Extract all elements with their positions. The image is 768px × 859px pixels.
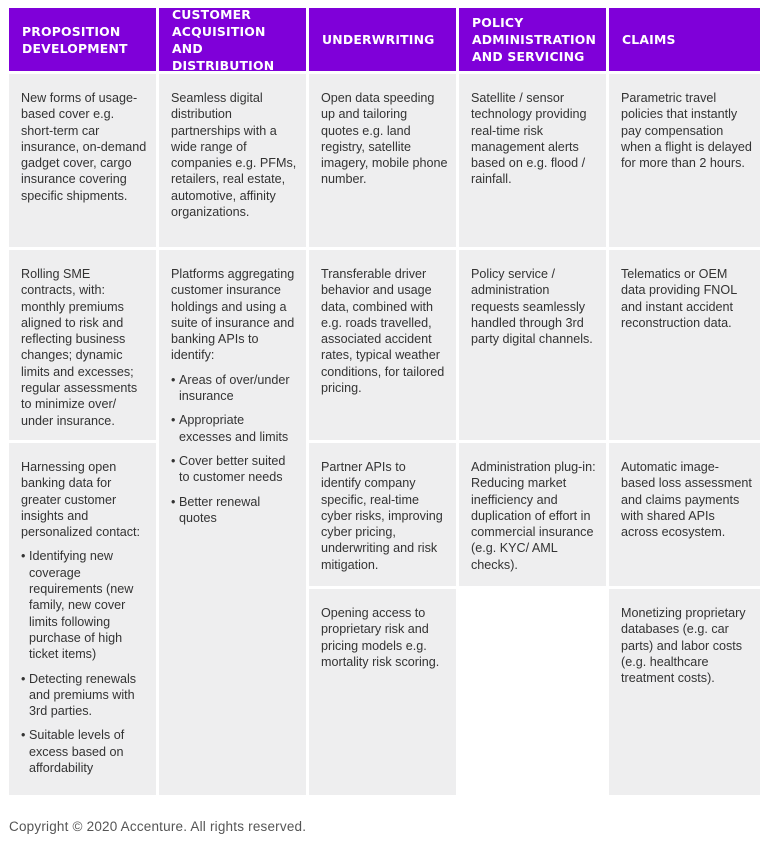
cell-text: Seamless digital distribution partnerships with a wide range of companies e.g. PFMs, retailers, real estate, automotive, affinity organizations. — [171, 91, 297, 220]
cell-text: Rolling SME contracts, with: monthly premiums aligned to risk and reflecting business changes; dynamic limits and excesses; regular assessments to minimize over/ under insurance. — [21, 267, 138, 428]
list-item: • Identifying new coverage requirements (new family, new cover limits following purchase of high ticket items) — [21, 548, 148, 662]
cell-text: Parametric travel policies that instantly pay compensation when a flight is delayed for more than 2 hours. — [621, 91, 752, 171]
cell-proposition-3 — [9, 443, 156, 795]
column-header-customer-acquisition — [159, 8, 306, 71]
copyright-notice: Copyright © 2020 Accenture. All rights reserved. — [9, 819, 307, 834]
list-item: • Detecting renewals and premiums with 3rd parties. — [21, 671, 148, 720]
list-item: • Appropriate excesses and limits — [171, 412, 298, 445]
cell-text: Opening access to proprietary risk and pricing models e.g. mortality risk scoring. — [321, 606, 440, 669]
cell-text: Administration plug-in: Reducing market inefficiency and duplication of effort in commercial insurance (e.g. KYC/ AML checks). — [471, 460, 596, 572]
cell-claims-1 — [609, 74, 760, 247]
cell-acquisition-2 — [159, 250, 306, 795]
cell-claims-2 — [609, 250, 760, 440]
cell-text: Policy service / administration requests seamlessly handled through 3rd party digital channels. — [471, 267, 593, 347]
cell-underwriting-2 — [309, 250, 456, 440]
list-item: • Suitable levels of excess based on affordability — [21, 727, 148, 776]
cell-text: Harnessing open banking data for greater customer insights and personalized contact: — [21, 460, 141, 540]
list-item: • Cover better suited to customer needs — [171, 453, 298, 486]
cell-underwriting-1 — [309, 74, 456, 247]
list-item: • Better renewal quotes — [171, 494, 298, 527]
cell-claims-4 — [609, 589, 760, 795]
cell-text: New forms of usage-based cover e.g. short-term car insurance, on-demand gadget cover, cargo insurance covering specific shipments. — [21, 91, 147, 203]
cell-text: Automatic image-based loss assessment and claims payments with shared APIs across ecosystem. — [621, 460, 752, 540]
cell-policy-2 — [459, 250, 606, 440]
cell-text: Platforms aggregating customer insurance holdings and using a suite of insurance and banking APIs to identify: — [171, 267, 295, 363]
column-header-label: UNDERWRITING — [322, 32, 435, 47]
cell-underwriting-4 — [309, 589, 456, 795]
cell-text: Telematics or OEM data providing FNOL and instant accident reconstruction data. — [621, 267, 737, 330]
column-header-policy-administration — [459, 8, 606, 71]
cell-policy-1 — [459, 74, 606, 247]
cell-policy-3 — [459, 443, 606, 586]
bullet-list — [21, 548, 148, 776]
column-header-label: PROPOSITION DEVELOPMENT — [22, 23, 128, 56]
cell-acquisition-1 — [159, 74, 306, 247]
cell-text: Satellite / sensor technology providing real-time risk management alerts based on e.g. flood / rainfall. — [471, 91, 587, 187]
cell-claims-3 — [609, 443, 760, 586]
column-header-label: CLAIMS — [622, 32, 676, 47]
list-item: • Areas of over/under insurance — [171, 372, 298, 405]
cell-text: Monetizing proprietary databases (e.g. car parts) and labor costs (e.g. healthcare treatment costs). — [621, 606, 746, 686]
cell-text: Partner APIs to identify company specific, real-time cyber risks, improving cyber pricing, underwriting and risk mitigation. — [321, 460, 443, 572]
cell-proposition-2 — [9, 250, 156, 440]
cell-text: Open data speeding up and tailoring quotes e.g. land registry, satellite imagery, mobile phone number. — [321, 91, 448, 187]
column-header-label: POLICY ADMINISTRATION AND SERVICING — [472, 15, 597, 64]
cell-proposition-1 — [9, 74, 156, 247]
column-header-underwriting — [309, 8, 456, 71]
column-header-claims — [609, 8, 760, 71]
column-header-label: CUSTOMER ACQUISITION AND DISTRIBUTION — [172, 6, 275, 73]
cell-text: Transferable driver behavior and usage data, combined with e.g. roads travelled, associated accident rates, typical weather conditions, for tailored pricing. — [321, 267, 445, 396]
cell-underwriting-3 — [309, 443, 456, 586]
bullet-list — [171, 372, 298, 526]
column-header-proposition-development — [9, 8, 156, 71]
